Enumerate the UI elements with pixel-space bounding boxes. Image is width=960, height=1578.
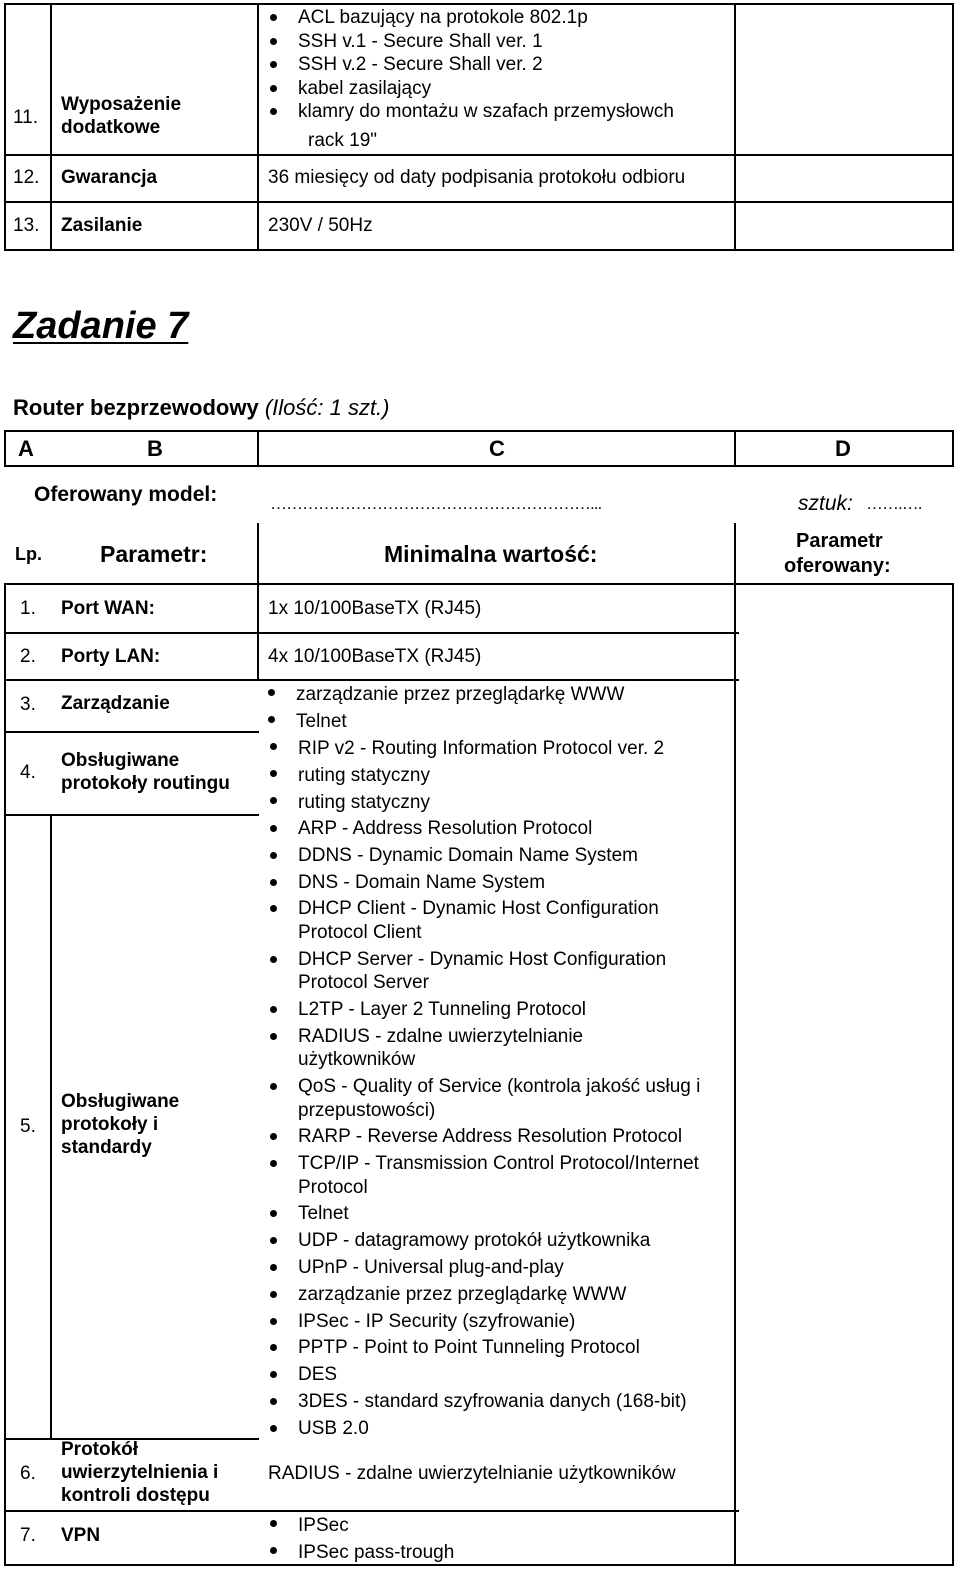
table-rule xyxy=(734,583,736,1566)
table-rule xyxy=(50,814,52,1438)
pieces-dots: …….…. xyxy=(866,494,922,513)
table-rule xyxy=(734,430,736,465)
list-item: 3DES - standard szyfrowania danych (168-bit) xyxy=(268,1390,700,1414)
list-item: kabel zasilający xyxy=(268,77,674,101)
table-rule xyxy=(257,3,259,251)
row-name: Porty LAN: xyxy=(61,646,161,667)
row-number: 2. xyxy=(20,646,36,667)
list-item: Telnet xyxy=(268,1202,700,1226)
row-number: 11. xyxy=(13,107,39,128)
list-item: USB 2.0 xyxy=(268,1417,700,1441)
list-item-continuation: użytkowników xyxy=(298,1049,416,1071)
device-heading xyxy=(13,395,390,421)
offered-model-label: Oferowany model: xyxy=(34,483,218,506)
list-item: UPnP - Universal plug-and-play xyxy=(268,1256,700,1280)
table-rule xyxy=(4,632,739,634)
row-name: VPN xyxy=(61,1525,101,1546)
row-name: Port WAN: xyxy=(61,598,155,619)
device-quantity: (Ilość: 1 szt.) xyxy=(264,395,390,420)
row-name: kontroli dostępu xyxy=(61,1485,210,1506)
list-item: RADIUS - zdalne uwierzytelnianie xyxy=(268,1025,700,1049)
table-rule xyxy=(4,430,6,465)
list-item: L2TP - Layer 2 Tunneling Protocol xyxy=(268,998,700,1022)
row-number: 6. xyxy=(20,1463,36,1484)
bullet-list xyxy=(268,817,700,1444)
row-number: 5. xyxy=(20,1116,36,1137)
row-number: 1. xyxy=(20,598,36,619)
table-rule xyxy=(952,3,954,251)
table-rule xyxy=(4,3,6,251)
list-item-continuation: przepustowości) xyxy=(298,1099,436,1121)
row-name: protokoły i xyxy=(61,1114,159,1135)
list-item: zarządzanie przez przeglądarkę WWW xyxy=(268,1283,700,1307)
column-letter-c: C xyxy=(489,436,505,461)
row-name: protokoły routingu xyxy=(61,773,230,794)
table-rule xyxy=(4,249,954,251)
bullet-list xyxy=(268,1512,454,1566)
section-title: Zadanie 7 xyxy=(13,305,189,347)
header-lp: Lp. xyxy=(15,544,42,564)
row-value: 230V / 50Hz xyxy=(268,215,373,236)
list-item: DNS - Domain Name System xyxy=(268,871,700,895)
table-rule xyxy=(4,731,259,733)
row-name: Wyposażenie xyxy=(61,94,182,115)
row-number: 7. xyxy=(20,1525,36,1546)
row-name: uwierzytelnienia i xyxy=(61,1462,219,1483)
row-number: 3. xyxy=(20,694,36,715)
row-number: 4. xyxy=(20,762,36,783)
header-offered: oferowany: xyxy=(784,555,891,577)
row-value: 4x 10/100BaseTX (RJ45) xyxy=(268,646,482,667)
table-rule xyxy=(257,523,259,583)
table-rule xyxy=(952,583,954,1566)
list-item: DHCP Client - Dynamic Host Configuration xyxy=(268,897,700,921)
column-letter-d: D xyxy=(835,436,851,461)
header-param: Parametr: xyxy=(100,541,208,567)
row-value: RADIUS - zdalne uwierzytelnianie użytkowników xyxy=(268,1463,676,1484)
list-item: PPTP - Point to Point Tunneling Protocol xyxy=(268,1336,700,1360)
table-rule xyxy=(4,3,954,5)
row-name: Obsługiwane xyxy=(61,750,180,771)
list-item: SSH v.1 - Secure Shall ver. 1 xyxy=(268,30,674,54)
list-item-continuation: Protocol Client xyxy=(298,921,422,943)
list-item: ARP - Address Resolution Protocol xyxy=(268,817,700,841)
column-letter-a: A xyxy=(18,436,34,461)
table-rule xyxy=(4,465,954,467)
list-item: ruting statyczny xyxy=(268,789,664,816)
list-item: IPSec pass-trough xyxy=(268,1539,454,1566)
bullet-list xyxy=(268,6,674,124)
table-rule xyxy=(4,201,954,203)
row-name: Zarządzanie xyxy=(61,693,170,714)
bullet-list xyxy=(268,735,664,816)
row-value: 1x 10/100BaseTX (RJ45) xyxy=(268,598,482,619)
list-item: DHCP Server - Dynamic Host Configuration xyxy=(268,948,700,972)
list-item: ACL bazujący na protokole 802.1p xyxy=(268,6,674,30)
row-number: 13. xyxy=(13,215,40,236)
header-offered: Parametr xyxy=(796,530,883,552)
row-name: Zasilanie xyxy=(61,215,143,236)
row-name: standardy xyxy=(61,1137,152,1158)
list-item-continuation: Protocol Server xyxy=(298,972,429,994)
list-item: Telnet xyxy=(266,708,624,735)
table-rule xyxy=(952,430,954,465)
table-rule xyxy=(4,154,954,156)
list-item: IPSec xyxy=(268,1512,454,1539)
list-item: RARP - Reverse Address Resolution Protocol xyxy=(268,1125,700,1149)
row-name: Gwarancja xyxy=(61,167,158,188)
table-rule xyxy=(734,523,736,583)
table-rule xyxy=(257,583,259,679)
list-item: IPSec - IP Security (szyfrowanie) xyxy=(268,1310,700,1334)
row-number: 12. xyxy=(13,167,40,188)
row-name: Protokół xyxy=(61,1439,139,1460)
table-rule xyxy=(4,814,259,816)
list-item: DDNS - Dynamic Domain Name System xyxy=(268,844,700,868)
list-item: ruting statyczny xyxy=(268,762,664,789)
device-name: Router bezprzewodowy xyxy=(13,395,259,420)
pieces-label: sztuk: xyxy=(798,492,853,515)
table-rule xyxy=(257,430,259,465)
list-item: RIP v2 - Routing Information Protocol ver. 2 xyxy=(268,735,664,762)
table-rule xyxy=(4,583,6,1566)
list-item: zarządzanie przez przeglądarkę WWW xyxy=(266,681,624,708)
column-letter-b: B xyxy=(147,436,163,461)
row-name: dodatkowe xyxy=(61,117,161,138)
table-rule xyxy=(4,430,954,432)
table-rule xyxy=(4,1564,954,1566)
table-rule xyxy=(50,3,52,251)
row-name: Obsługiwane xyxy=(61,1091,180,1112)
list-item: UDP - datagramowy protokół użytkownika xyxy=(268,1229,700,1253)
list-item: QoS - Quality of Service (kontrola jakość usług i xyxy=(268,1075,700,1099)
list-item: DES xyxy=(268,1363,700,1387)
list-item: TCP/IP - Transmission Control Protocol/Internet xyxy=(268,1152,700,1176)
table-rule xyxy=(4,583,954,585)
list-item: klamry do montażu w szafach przemysłowch xyxy=(268,100,674,124)
list-item: SSH v.2 - Secure Shall ver. 2 xyxy=(268,53,674,77)
list-item-continuation: Protocol xyxy=(298,1176,368,1198)
table-rule xyxy=(734,3,736,251)
offered-model-dots: ……………………………………………………... xyxy=(270,494,602,513)
row-value: 36 miesięcy od daty podpisania protokołu odbioru xyxy=(268,167,686,188)
header-min-value: Minimalna wartość: xyxy=(384,541,598,567)
list-item-continuation: rack 19" xyxy=(308,130,378,151)
bullet-list xyxy=(266,681,624,735)
